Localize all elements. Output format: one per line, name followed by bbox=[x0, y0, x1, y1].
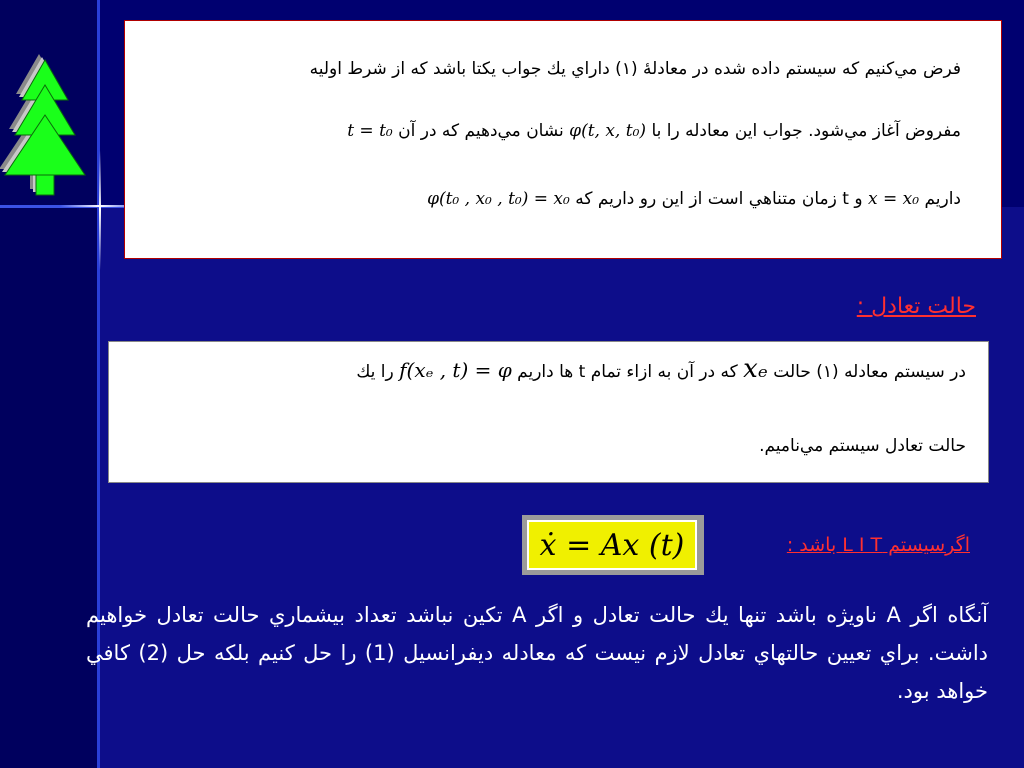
section-heading: حالت تعادل : bbox=[856, 294, 976, 319]
tree-icon bbox=[0, 40, 90, 200]
initial-state: x = x₀ bbox=[867, 189, 920, 209]
equilibrium-equation: f(xₑ , t) = φ bbox=[399, 358, 512, 382]
definition-line-1-text: در سيستم معادله (۱) حالت bbox=[773, 362, 966, 382]
definition-box bbox=[108, 341, 989, 483]
lti-label: اگرسيستم L I T باشد : bbox=[786, 534, 970, 556]
lti-equation: ẋ = Ax (t) bbox=[527, 520, 697, 570]
assumption-line-3 bbox=[427, 189, 961, 209]
definition-line-1 bbox=[356, 354, 966, 384]
assumption-line-2-text-2: نشان مي‌دهيم كه در آن bbox=[398, 121, 564, 141]
solution-symbol: φ(t, x, t₀) bbox=[569, 121, 647, 141]
assumption-line-3-text-2: و t زمان متناهي است از اين رو داريم كه bbox=[575, 189, 863, 209]
conclusion-paragraph: آنگاه اگر A ناويژه باشد تنها يك حالت تعادل و اگر A تكين نباشد تعداد بيشماري حالت تعادل خواهيم داشت. براي تعيين حالتهاي تعادل لازم نيست كه معادله ديفرانسيل (1) را حل كنيم بلكه حل (2) كافي خواهد بود. bbox=[86, 603, 989, 703]
assumption-line-2-text: مفروض آغاز مي‌شود. جواب اين معادله را با bbox=[651, 121, 961, 141]
sparkle-vertical bbox=[99, 150, 101, 270]
assumption-line-2 bbox=[347, 121, 961, 141]
assumption-box bbox=[124, 20, 1002, 259]
assumption-line-1: فرض مي‌كنيم كه سيستم داده شده در معادلۀ (۱) داراي يك جواب يكتا باشد كه از شرط اوليه bbox=[309, 59, 961, 79]
initial-time: t = t₀ bbox=[347, 121, 393, 141]
equilibrium-state-symbol: xₑ bbox=[743, 354, 768, 384]
definition-line-1-text-3: را يك bbox=[356, 362, 394, 382]
initial-condition-equation: φ(t₀ , x₀ , t₀) = x₀ bbox=[427, 189, 570, 209]
assumption-line-3-text: داريم bbox=[924, 189, 961, 209]
definition-line-2: حالت تعادل سيستم مي‌ناميم. bbox=[759, 436, 966, 456]
definition-line-1-text-2: كه در آن به ازاء تمام t ها داريم bbox=[517, 362, 738, 382]
